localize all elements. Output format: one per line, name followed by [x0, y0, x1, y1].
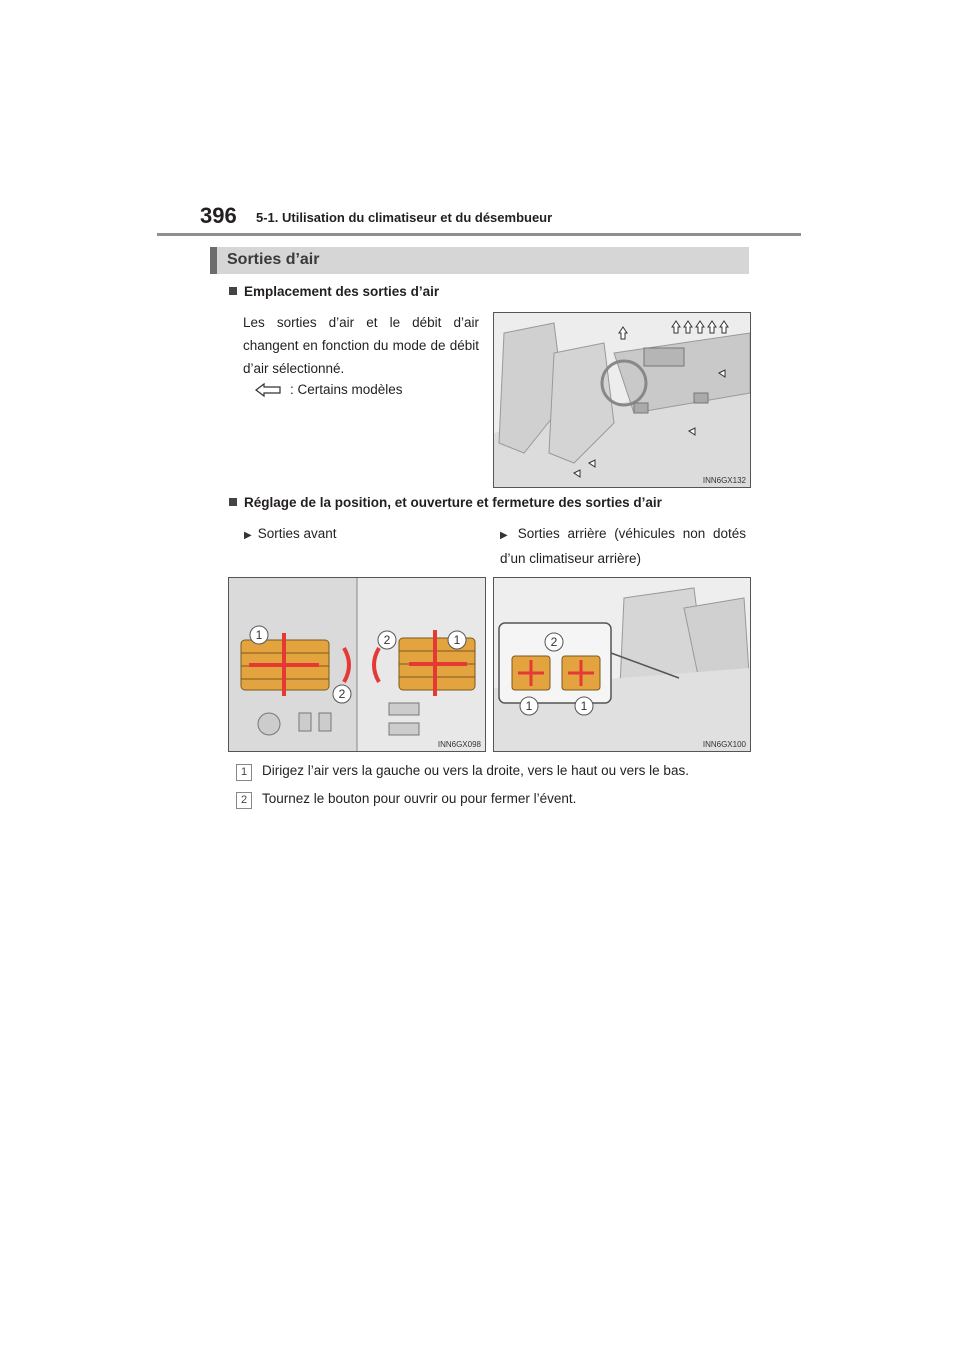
step-text: Dirigez l’air vers la gauche ou vers la droite, vers le haut ou vers le bas. — [262, 763, 689, 778]
step-1 — [236, 763, 689, 781]
section-header — [210, 247, 749, 274]
header-rule — [157, 233, 801, 236]
rear-vents-illustration — [494, 578, 750, 751]
rear-outlets-text: Sorties arrière (véhicules non dotés d’un climatiseur arrière) — [500, 526, 746, 566]
step-text: Tournez le bouton pour ouvrir ou pour fermer l’évent. — [262, 791, 577, 806]
step-number: 2 — [236, 792, 252, 809]
section-accent — [210, 247, 217, 274]
callout-2: 2 — [338, 687, 346, 701]
callout-2: 2 — [550, 635, 558, 649]
figure-code: INN6GX132 — [702, 476, 746, 485]
section-title: Sorties d’air — [227, 251, 320, 268]
callout-2: 2 — [383, 633, 391, 647]
interior-illustration — [494, 313, 750, 487]
outlet-arrow-icon — [254, 382, 282, 398]
figure-code: INN6GX098 — [437, 740, 481, 749]
rear-vents-figure — [493, 577, 751, 752]
adjust-heading-text: Réglage de la position, et ouverture et fermeture des sorties d’air — [244, 495, 662, 510]
step-number: 1 — [236, 764, 252, 781]
location-heading — [229, 284, 439, 299]
square-bullet-icon — [229, 287, 237, 295]
front-vents-illustration — [229, 578, 485, 751]
triangle-bullet-icon: ▶ — [500, 530, 512, 541]
front-outlets-text: Sorties avant — [257, 526, 337, 541]
figure-code: INN6GX100 — [702, 740, 746, 749]
location-description: Les sorties d’air et le débit d’air changent en fonction du mode de débit d’air sélectionné. — [243, 315, 479, 376]
page-number: 396 — [200, 203, 237, 228]
front-vents-figure — [228, 577, 486, 752]
step-2 — [236, 791, 576, 809]
triangle-bullet-icon: ▶ — [244, 530, 252, 541]
front-outlets-label — [244, 522, 337, 547]
square-bullet-icon — [229, 498, 237, 506]
callout-1: 1 — [453, 633, 461, 647]
location-heading-text: Emplacement des sorties d’air — [244, 284, 440, 299]
callout-1: 1 — [525, 699, 533, 713]
rear-outlets-label — [500, 522, 746, 570]
callout-1: 1 — [580, 699, 588, 713]
callout-1: 1 — [255, 628, 263, 642]
chapter-title: 5-1. Utilisation du climatiseur et du désembueur — [256, 210, 553, 225]
interior-outlets-figure — [493, 312, 751, 488]
legend-text: : Certains modèles — [290, 382, 403, 397]
adjust-heading — [229, 495, 662, 510]
